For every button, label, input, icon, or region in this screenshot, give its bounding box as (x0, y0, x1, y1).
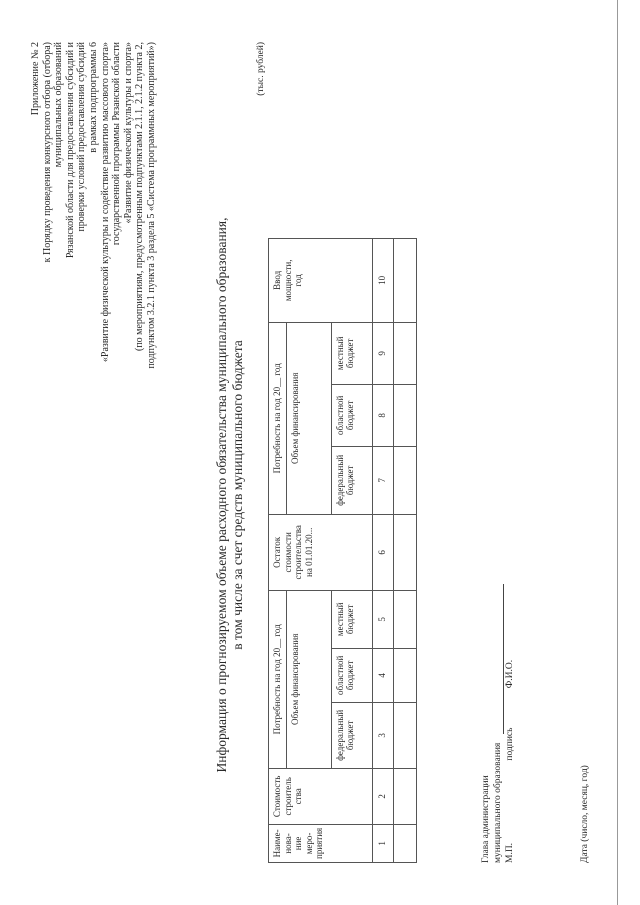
title-line-2: в том числе за счет средств муниципального бюджета (230, 340, 245, 650)
head-title-line-2: муниципального образования (493, 742, 503, 863)
header-local-budget-2: местный бюджет (331, 322, 372, 384)
header-federal-budget-1: федеральный бюджет (331, 702, 372, 768)
empty-cell (393, 824, 416, 862)
signature-block (480, 584, 516, 863)
forecast-table (268, 238, 417, 863)
column-number: 2 (372, 768, 393, 824)
appendix-line: государственной программы Рязанской области (111, 42, 123, 246)
title-line-1: Информация о прогнозируемом объеме расходного обязательства муниципального образования, (214, 217, 229, 773)
appendix-line: «Развитие физической культуры и содействие развитию массового спорта» (99, 42, 111, 363)
column-number: 8 (372, 384, 393, 446)
empty-cell (393, 590, 416, 648)
header-need-year-2: Потребность на год 20__ год (269, 322, 287, 514)
head-title-line-2-row (492, 584, 504, 863)
page-edge-line (617, 0, 618, 905)
header-local-budget-1: местный бюджет (331, 590, 372, 648)
empty-cell (393, 384, 416, 446)
appendix-line: в рамках подпрограммы 6 (87, 42, 99, 153)
header-commissioning: Ввод мощности, год (269, 238, 373, 322)
empty-cell (393, 648, 416, 702)
column-number: 4 (372, 648, 393, 702)
header-measure-name: Наиме- нова- ние меро- приятия (269, 824, 373, 862)
document-title (214, 145, 246, 845)
column-number: 3 (372, 702, 393, 768)
column-number: 7 (372, 446, 393, 514)
appendix-line: проверки условий предоставления субсидий (76, 42, 88, 232)
header-funding-volume-1: Объем финансирования (286, 590, 331, 768)
header-remaining-cost: Остаток стоимости строительства на 01.01.20... (269, 514, 373, 590)
empty-cell (393, 768, 416, 824)
signature-caption: подпись (505, 727, 515, 761)
column-number: 9 (372, 322, 393, 384)
appendix-line: к Порядку проведения конкурсного отбора (отбора) (41, 42, 53, 263)
empty-cell (393, 238, 416, 322)
appendix-line: «Развитие физической культуры и спорта» (122, 42, 134, 224)
column-number: 5 (372, 590, 393, 648)
header-funding-volume-2: Объем финансирования (286, 322, 331, 514)
stamp-place: М.П. (505, 842, 515, 863)
appendix-line: Приложение № 2 (30, 42, 41, 116)
date-caption: Дата (число, месяц, год) (580, 765, 590, 863)
header-construction-cost: Стоимость строитель ства (269, 768, 373, 824)
appendix-header (30, 42, 158, 472)
appendix-line: подпунктом 3.2.1 пункта 3 раздела 5 «Система программных мероприятий») (145, 42, 157, 369)
appendix-line: (по мероприятиям, предусмотренным подпунктами 2.1.1, 2.1.2 пункта 2, (134, 42, 146, 352)
head-title-line-1: Глава администрации (481, 775, 491, 863)
empty-cell (393, 514, 416, 590)
header-regional-budget-2: областной бюджет (331, 384, 372, 446)
signature-caption-row (504, 584, 516, 863)
column-number: 10 (372, 238, 393, 322)
header-need-year-1: Потребность на год 20__ год (269, 590, 287, 768)
appendix-line: Рязанской области для предоставления субсидий и (64, 42, 76, 259)
empty-cell (393, 446, 416, 514)
empty-cell (393, 702, 416, 768)
column-number: 6 (372, 514, 393, 590)
header-regional-budget-1: областной бюджет (331, 648, 372, 702)
header-federal-budget-2: федеральный бюджет (331, 446, 372, 514)
appendix-line: муниципальных образований (53, 42, 65, 168)
empty-cell (393, 322, 416, 384)
signature-line (495, 584, 504, 734)
full-name-caption: Ф.И.О. (505, 659, 515, 689)
unit-label: (тыс. рублей) (256, 42, 266, 96)
column-number: 1 (372, 824, 393, 862)
